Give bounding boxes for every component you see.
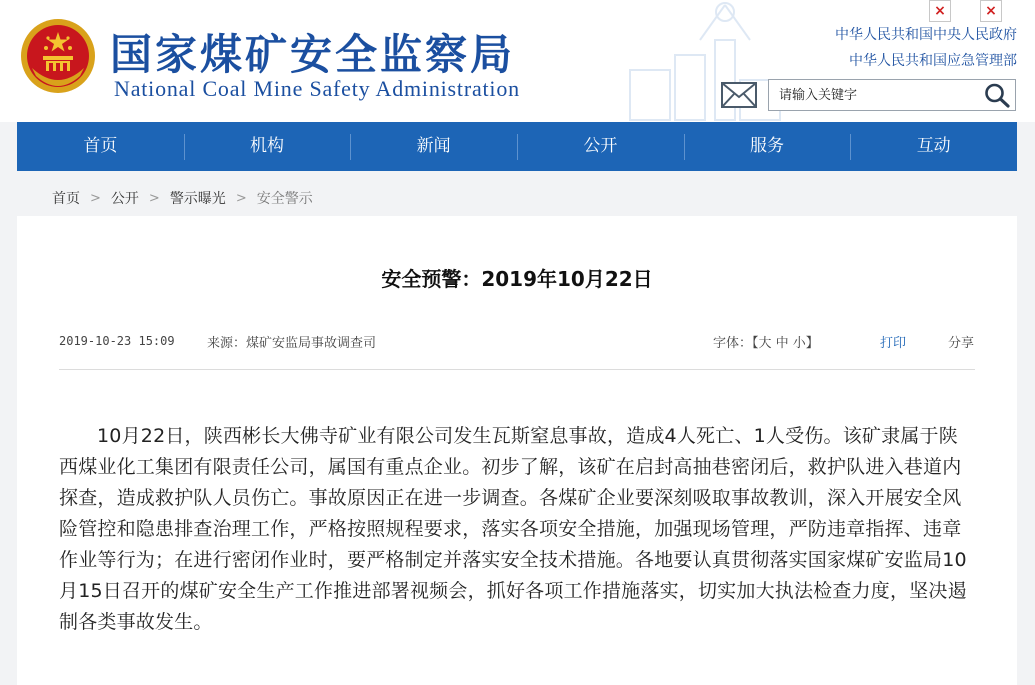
search-box — [768, 79, 1016, 111]
search-input[interactable] — [769, 80, 979, 110]
nav-item-home[interactable]: 首页 — [83, 136, 118, 156]
breadcrumb-current[interactable]: 安全警示 — [256, 191, 313, 207]
breadcrumb-separator: > — [148, 190, 160, 206]
site-title-en[interactable]: National Coal Mine Safety Administration — [114, 76, 520, 101]
main-nav — [17, 122, 1017, 171]
site-header — [0, 0, 1035, 122]
breadcrumb-separator: > — [235, 190, 247, 206]
national-emblem-icon[interactable] — [18, 16, 98, 96]
breadcrumb-separator: > — [90, 190, 101, 206]
gov-link-emergency[interactable]: 中华人民共和国应急管理部 — [849, 53, 1017, 69]
article — [17, 216, 1017, 685]
article-source: 来源：煤矿安监局事故调查司 — [207, 336, 377, 351]
divider — [59, 369, 975, 370]
font-size-control[interactable]: 字体：【大 中 小】 — [713, 336, 819, 351]
close-icon[interactable]: × — [980, 0, 1002, 22]
nav-item-organization[interactable]: 机构 — [184, 122, 351, 171]
article-title: 安全预警：2019年10月22日 — [381, 267, 653, 291]
gov-link-central[interactable]: 中华人民共和国中央人民政府 — [835, 27, 1017, 43]
breadcrumb-warning-exposure[interactable]: 警示曝光 — [169, 191, 226, 207]
nav-item-news[interactable]: 新闻 — [350, 122, 517, 171]
mine-building-decoration — [620, 0, 790, 122]
article-date: 2019-10-23 15:09 — [59, 334, 175, 348]
breadcrumb — [52, 188, 313, 208]
nav-item-public[interactable]: 公开 — [517, 122, 684, 171]
mail-icon[interactable] — [721, 82, 757, 108]
nav-item-interaction[interactable]: 互动 — [850, 122, 1017, 171]
breadcrumb-home[interactable]: 首页 — [52, 191, 80, 207]
share-button[interactable]: 分享 — [948, 336, 975, 351]
search-icon[interactable] — [983, 82, 1011, 108]
nav-item-service[interactable]: 服务 — [684, 122, 851, 171]
close-icon[interactable]: × — [929, 0, 951, 22]
article-body: 10月22日，陕西彬长大佛寺矿业有限公司发生瓦斯窒息事故，造成4人死亡、1人受伤。该矿隶属于陕西煤业化工集团有限责任公司，属国有重点企业。初步了解，该矿在启封高抽巷密闭后，救护队进入巷道内探查，造成救护队人员伤亡。事故原因正在进一步调查。各煤矿企业要深刻吸取事故教训，深入开展安全风险管控和隐患排查治理工作，严格按照规程要求，落实各项安全措施，加强现场管理，严防违章指挥、违章作业等行为；在进行密闭作业时，要严格制定并落实安全技术措施。各地要认真贯彻落实国家煤矿安监局10月15日召开的煤矿安全生产工作推进部署视频会，抓好各项工作措施落实，切实加大执法检查力度，坚决遏制各类事故发生。 — [59, 425, 967, 633]
print-button[interactable]: 打印 — [880, 336, 907, 351]
site-title-cn[interactable]: 国家煤矿安全监察局 — [110, 30, 516, 79]
breadcrumb-public[interactable]: 公开 — [110, 191, 139, 207]
